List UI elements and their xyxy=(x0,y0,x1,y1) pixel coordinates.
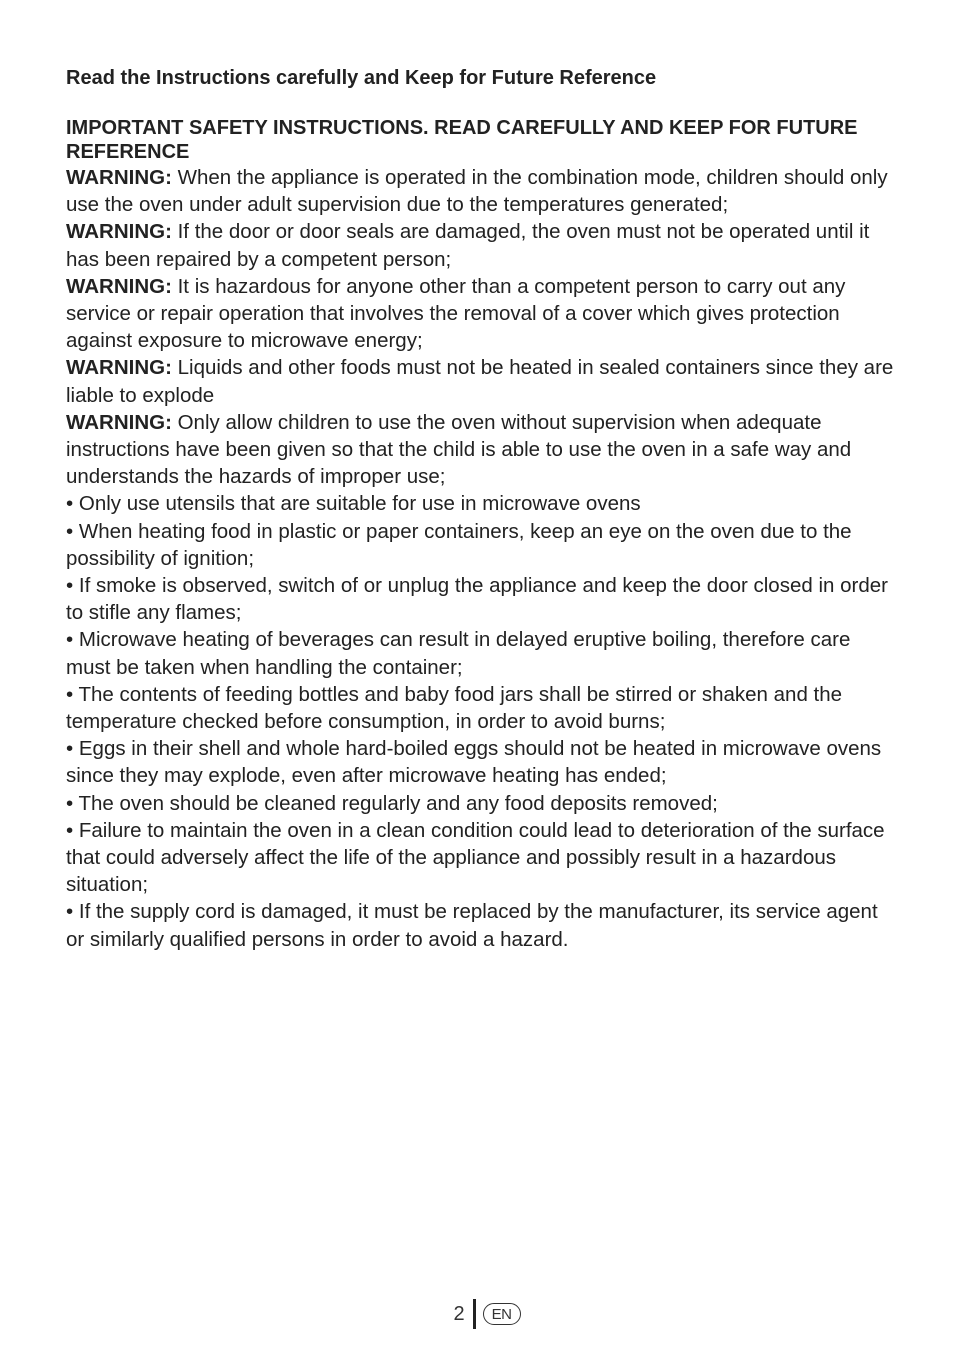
warning-text: It is hazardous for anyone other than a competent person to carry out any service or repair operation that involves the removal of a cover which gives protection against exposure to microwave energy; xyxy=(66,274,846,353)
warning-paragraph xyxy=(66,164,896,218)
warning-text: If the door or door seals are damaged, the oven must not be operated until it has been repaired by a competent person; xyxy=(66,220,870,271)
bullet-item: • Eggs in their shell and whole hard-boiled eggs should not be heated in microwave ovens since they may explode, even after microwave heating has ended; xyxy=(66,737,882,788)
page-number: 2 xyxy=(453,1302,465,1325)
bullet-item: • When heating food in plastic or paper containers, keep an eye on the oven due to the possibility of ignition; xyxy=(66,519,852,570)
warning-label: WARNING: xyxy=(66,274,172,298)
bullet-item: • Failure to maintain the oven in a clean condition could lead to deterioration of the surface that could adversely affect the life of the appliance and possibly result in a hazardous situation; xyxy=(66,818,885,897)
warning-paragraph xyxy=(66,409,896,491)
warning-label: WARNING: xyxy=(66,356,172,380)
read-instructions-title: Read the Instructions carefully and Keep for Future Reference xyxy=(66,67,657,89)
bullet-item: • The oven should be cleaned regularly and any food deposits removed; xyxy=(66,791,718,815)
document-body xyxy=(66,64,896,953)
bullet-item: • If the supply cord is damaged, it must be replaced by the manufacturer, its service agent or similarly qualified persons in order to avoid a hazard. xyxy=(66,900,878,951)
warning-label: WARNING: xyxy=(66,220,172,244)
warning-label: WARNING: xyxy=(66,166,172,189)
safety-instructions-heading: IMPORTANT SAFETY INSTRUCTIONS. READ CAREFULLY AND KEEP FOR FUTURE REFERENCE xyxy=(66,117,858,163)
bullet-item: • Microwave heating of beverages can result in delayed eruptive boiling, therefore care must be taken when handling the container; xyxy=(66,628,851,679)
bullet-item: • Only use utensils that are suitable for use in microwave ovens xyxy=(66,492,641,516)
footer-divider xyxy=(473,1299,476,1329)
bullet-item: • The contents of feeding bottles and baby food jars shall be stirred or shaken and the temperature checked before consumption, in order to avoid burns; xyxy=(66,682,843,734)
warning-text: Only allow children to use the oven without supervision when adequate instructions have been given so that the child is able to use the oven in a safe way and understands the hazards of improper use; xyxy=(66,410,852,489)
bullet-item: • If smoke is observed, switch of or unplug the appliance and keep the door closed in order to stifle any flames; xyxy=(66,574,888,625)
warning-paragraph xyxy=(66,218,896,272)
warning-text: When the appliance is operated in the combination mode, children should only use the oven under adult supervision due to the temperatures generated; xyxy=(66,166,888,217)
language-badge: EN xyxy=(483,1303,521,1325)
warning-text: Liquids and other foods must not be heated in sealed containers since they are liable to explode xyxy=(66,356,894,407)
warning-label: WARNING: xyxy=(66,410,172,434)
warning-paragraph xyxy=(66,354,896,408)
page-footer xyxy=(0,1298,954,1330)
warning-paragraph xyxy=(66,273,896,355)
